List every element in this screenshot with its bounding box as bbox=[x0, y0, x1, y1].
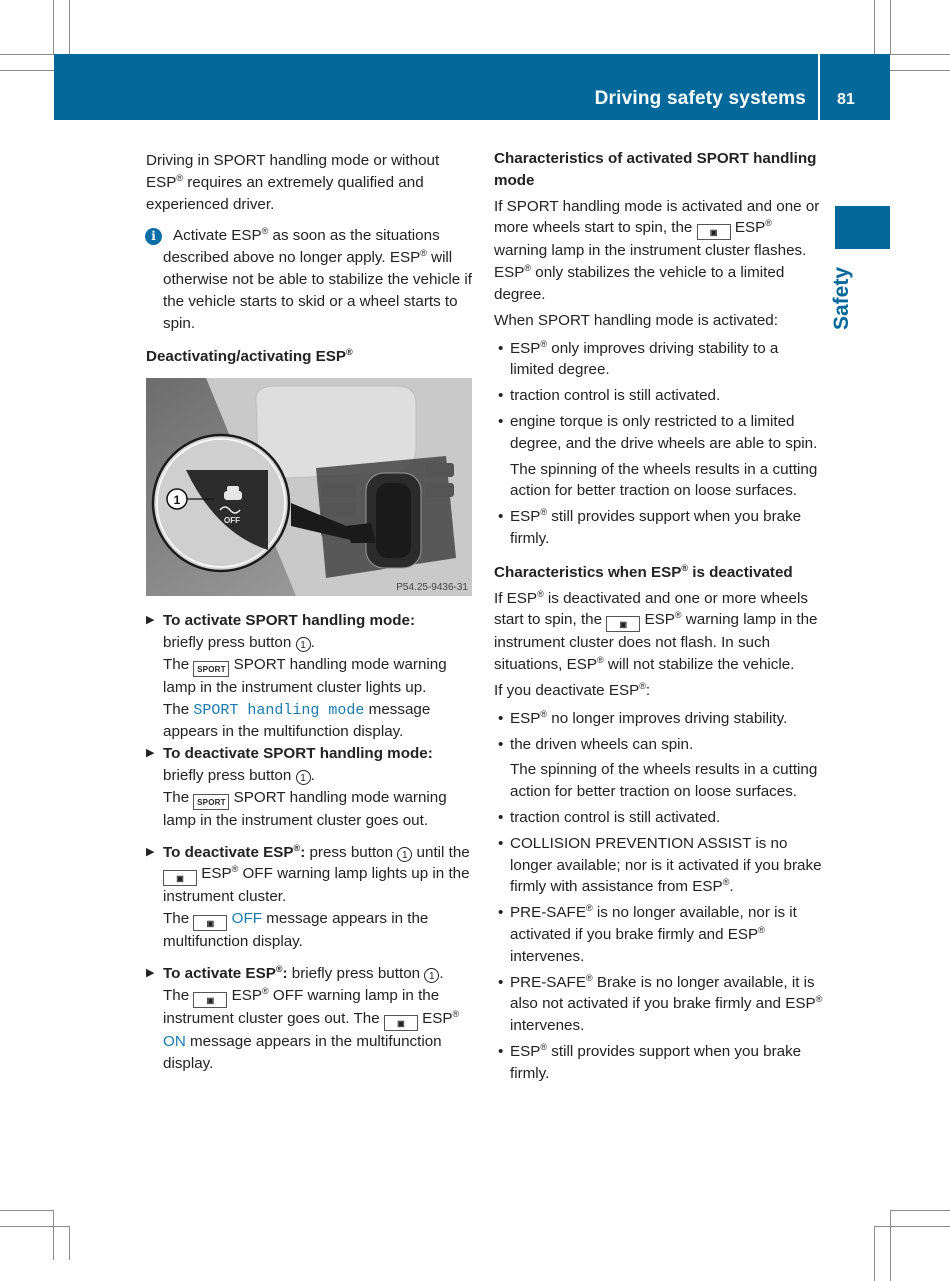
bullet-list bbox=[494, 708, 824, 1085]
section-title: Driving safety systems bbox=[594, 88, 806, 109]
display-message: OFF bbox=[231, 910, 263, 928]
left-column bbox=[146, 150, 476, 1074]
instruction-step: ▶ To deactivate SPORT handling mode: briefly press button 1 . The SPORT SPORT handling mode warning lamp in the instrument cluster goes out. bbox=[146, 745, 447, 829]
crop-mark bbox=[890, 1210, 891, 1281]
callout-1-icon: 1 bbox=[424, 968, 439, 983]
esp-off-lamp-icon: ▣ bbox=[193, 992, 227, 1008]
sport-lamp-icon: SPORT bbox=[193, 794, 229, 810]
center-console-illustration bbox=[146, 378, 472, 596]
crop-mark bbox=[890, 0, 891, 54]
side-tab-label: Safety bbox=[830, 266, 853, 330]
crop-mark bbox=[890, 70, 950, 71]
paragraph: If SPORT handling mode is activated and one or more wheels start to spin, the ▣ ESP® warning lamp in the instrument cluster flashes. ESP® only stabilizes the vehicle to a limited degree. bbox=[494, 197, 820, 303]
bullet-list bbox=[494, 338, 824, 550]
esp-off-lamp-icon: ▣ bbox=[163, 870, 197, 886]
crop-mark bbox=[0, 54, 54, 55]
figure-callout-1: 1 bbox=[173, 493, 181, 508]
step-title: To activate ESP®: bbox=[163, 963, 288, 982]
esp-lamp-icon: ▣ bbox=[384, 1015, 418, 1031]
figure-code: P54.25-9436-31 bbox=[396, 582, 468, 594]
list-item: • PRE-SAFE® Brake is no longer available, it is also not activated if you brake firmly and ESP® intervenes. bbox=[494, 972, 824, 1037]
esp-lamp-icon: ▣ bbox=[193, 915, 227, 931]
crop-mark bbox=[874, 1226, 950, 1227]
list-item: • the driven wheels can spin. The spinning of the wheels results in a cutting action for better traction on loose surfaces. bbox=[494, 734, 824, 803]
info-note bbox=[146, 225, 476, 334]
display-message: SPORT handling mode bbox=[193, 701, 365, 719]
instruction-step: ▶ To activate ESP®: briefly press button 1 . The ▣ ESP® OFF warning lamp in the instrument cluster goes out. The ▣ ESP® ON message appears in the multifunction display. bbox=[146, 963, 460, 1072]
callout-1-icon: 1 bbox=[397, 847, 412, 862]
esp-lamp-icon: ▣ bbox=[606, 616, 640, 632]
crop-mark bbox=[874, 1226, 875, 1281]
crop-mark bbox=[69, 0, 70, 54]
crop-mark bbox=[0, 1210, 54, 1211]
instruction-step: ▶ To deactivate ESP®: press button 1 until the ▣ ESP® OFF warning lamp lights up in the instrument cluster. The ▣ OFF message appears in the multifunction display. bbox=[146, 842, 470, 951]
page-number: 81 bbox=[837, 91, 855, 108]
list-item: • ESP® no longer improves driving stability. bbox=[494, 708, 824, 730]
callout-1-icon: 1 bbox=[296, 637, 311, 652]
step-title: To deactivate ESP®: bbox=[163, 842, 306, 861]
crop-mark bbox=[53, 1210, 54, 1260]
esp-lamp-icon: ▣ bbox=[697, 224, 731, 240]
list-item: • engine torque is only restricted to a limited degree, and the drive wheels are able to spin. The spinning of the wheels results in a cutting action for better traction on loose surfaces. bbox=[494, 411, 824, 502]
sport-lamp-icon: SPORT bbox=[193, 661, 229, 677]
step-title: To activate SPORT handling mode: bbox=[163, 612, 416, 630]
instruction-step: ▶ To activate SPORT handling mode: briefly press button 1 . The SPORT SPORT handling mode warning lamp in the instrument cluster lights up. The SPORT handling mode message appears in the multifunction display. bbox=[146, 612, 447, 741]
list-item: • COLLISION PREVENTION ASSIST is no longer available; nor is it activated if you brake firmly with assistance from ESP®. bbox=[494, 833, 824, 898]
section-header-bar bbox=[54, 54, 890, 120]
step-arrow-icon: ▶ bbox=[146, 966, 155, 979]
list-item: • ESP® still provides support when you brake firmly. bbox=[494, 506, 824, 550]
crop-mark bbox=[0, 1226, 70, 1227]
step-title: To deactivate SPORT handling mode: bbox=[163, 745, 433, 763]
crop-mark bbox=[874, 0, 875, 54]
list-item: • ESP® only improves driving stability to a limited degree. bbox=[494, 338, 824, 382]
crop-mark bbox=[0, 70, 54, 71]
figure-center-console bbox=[146, 378, 472, 596]
display-message: ON bbox=[163, 1032, 186, 1050]
step-arrow-icon: ▶ bbox=[146, 845, 155, 858]
list-item-subtext: The spinning of the wheels results in a cutting action for better traction on loose surfaces. bbox=[510, 460, 818, 500]
info-icon: i bbox=[145, 228, 162, 245]
paragraph: When SPORT handling mode is activated: bbox=[494, 311, 778, 329]
list-item: • traction control is still activated. bbox=[494, 385, 824, 407]
side-tab-marker bbox=[835, 206, 890, 249]
list-item-subtext: The spinning of the wheels results in a cutting action for better traction on loose surfaces. bbox=[510, 761, 818, 801]
crop-mark bbox=[53, 0, 54, 54]
paragraph: If ESP® is deactivated and one or more wheels start to spin, the ▣ ESP® warning lamp in the instrument cluster does not flash. In such situations, ESP® will not stabilize the vehicle. bbox=[494, 588, 818, 674]
right-column bbox=[494, 148, 824, 1084]
crop-mark bbox=[890, 54, 950, 55]
crop-mark bbox=[890, 1210, 950, 1211]
step-arrow-icon: ▶ bbox=[146, 747, 155, 760]
list-item: • ESP® still provides support when you brake firmly. bbox=[494, 1041, 824, 1085]
intro-paragraph: Driving in SPORT handling mode or without ESP® requires an extremely qualified and experienced driver. bbox=[146, 152, 440, 213]
section-heading: Characteristics when ESP® is deactivated bbox=[494, 562, 793, 581]
list-item: • PRE-SAFE® is no longer available, nor is it activated if you brake firmly and ESP® intervenes. bbox=[494, 902, 824, 967]
figure-button-label: OFF bbox=[224, 516, 240, 526]
header-divider bbox=[818, 54, 820, 120]
crop-mark bbox=[69, 1226, 70, 1260]
callout-1-icon: 1 bbox=[296, 770, 311, 785]
step-arrow-icon: ▶ bbox=[146, 614, 155, 627]
section-heading: Characteristics of activated SPORT handling mode bbox=[494, 150, 817, 189]
paragraph: If you deactivate ESP®: bbox=[494, 680, 651, 699]
section-heading: Deactivating/activating ESP® bbox=[146, 347, 353, 366]
list-item: • traction control is still activated. bbox=[494, 807, 824, 829]
info-note-text: Activate ESP® as soon as the situations described above no longer apply. ESP® will otherwise not be able to stabilize the vehicle if the vehicle starts to skid or a wheel starts to spin. bbox=[163, 226, 472, 332]
